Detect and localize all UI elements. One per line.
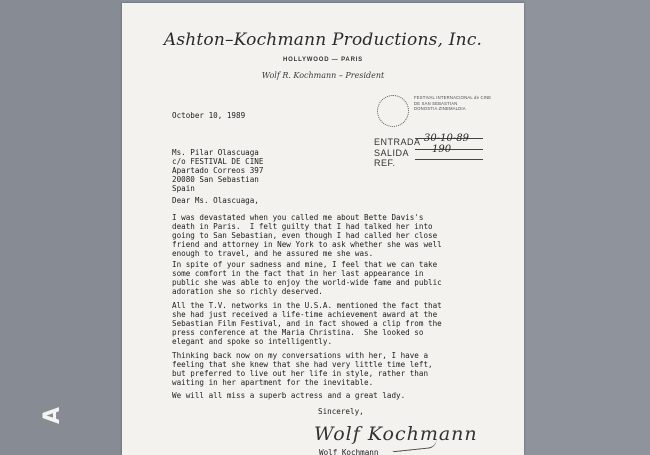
company-cities: HOLLYWOOD — PARIS [283,57,363,63]
paragraph-1: I was devastated when you called me about Bette Davis's death in Paris. I felt guilty that I had talked her into going to San Sebastian, even though I had called her close friend and attorney in New York to ask whether she was well enough to travel, and he assured me she was. [172,213,442,258]
paragraph-5: We will all miss a superb actress and a great lady. [172,391,406,400]
stamp-salida-value: 190 [432,144,452,155]
paragraph-2: In spite of your sadness and mine, I feel that we can take some comfort in the fact that in her last appearance in public she was able to enjoy the world-wide fame and public adoration she so richly deserved. [172,260,442,296]
stamp-header: FESTIVAL INTERNACIONAL de CINE DE SAN SEBASTIAN DONOSTIA ZINEMALDIA [414,95,492,111]
paragraph-4: Thinking back now on my conversations with her, I have a feeling that she knew that she had very little time left, but preferred to live out her life in style, rather than waiting in her apartment for the inevitable. [172,351,433,387]
company-president: Wolf R. Kochmann – President [261,71,385,80]
paragraph-3: All the T.V. networks in the U.S.A. mentioned the fact that she had just received a life-time achievement award at the Sebastian Film Festival, and in fact showed a clip from the press conference at the Maria Christina. She looked so elegant and spoke so intelligently. [172,301,442,346]
background-left [0,0,122,455]
salutation: Dear Ms. Olascuaga, [172,196,259,205]
stamp-salida-label: SALIDA [374,148,410,158]
letter-page [122,3,524,455]
stamp-seal-icon [377,95,409,127]
stamp-entrada-label: ENTRADA [374,137,421,147]
stamp-ref-label: REF. [374,158,396,168]
recipient-address: Ms. Pilar Olascuaga c/o FESTIVAL DE CINE Apartado Correos 397 20080 San Sebastian Spain [172,148,264,193]
edge-label: A [40,405,65,424]
letter-date: October 10, 1989 [172,111,246,120]
background-right [524,0,650,455]
stamp-entrada-value: 30-10-89 [424,133,469,144]
signer-name: Wolf Kochmann [319,448,379,455]
closing: Sincerely, [318,407,364,416]
company-name: Ashton–Kochmann Productions, Inc. [163,30,483,50]
handwritten-signature: Wolf Kochmann [314,423,478,445]
